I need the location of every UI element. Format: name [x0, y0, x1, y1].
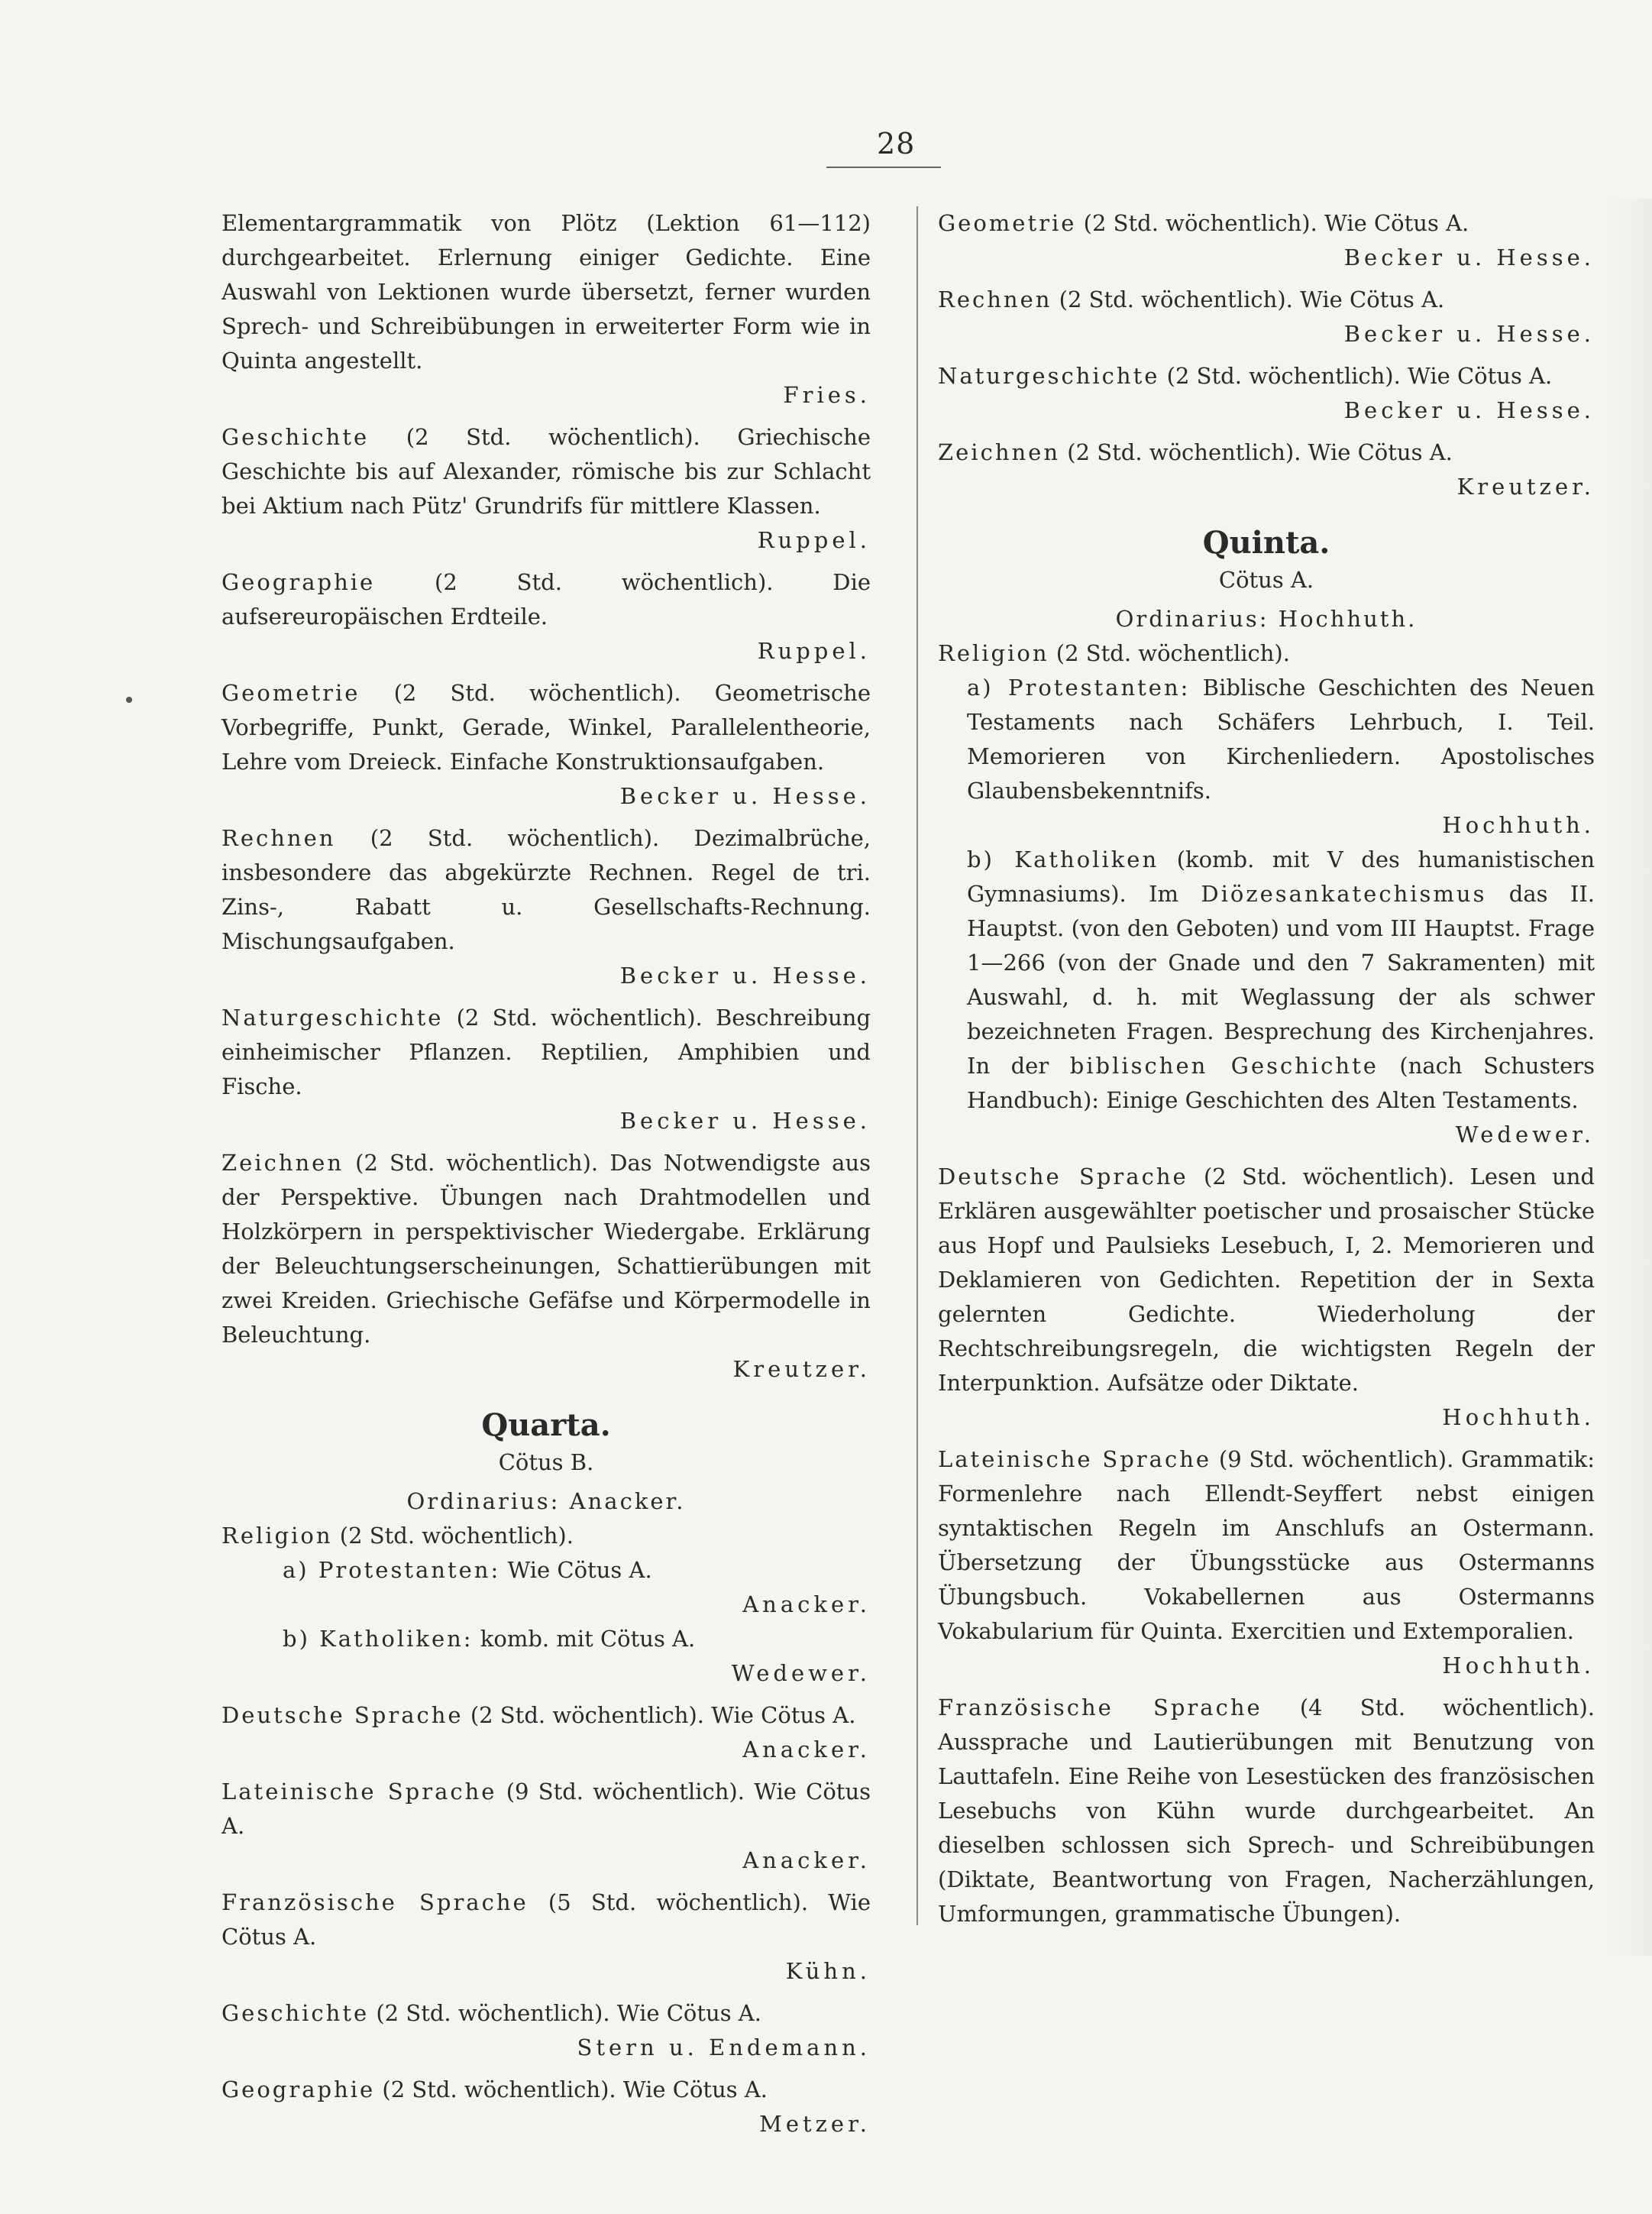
teacher-name: Ruppel. — [757, 527, 871, 553]
subject-entry — [938, 1442, 1595, 1683]
teacher-name: Anacker. — [742, 1591, 871, 1617]
subject-entry — [221, 2073, 871, 2141]
subject-text: (2 Std. wöchentlich). Das Notwendigste aus der Perspektive. Übungen nach Drahtmodellen und Holzkörpern in perspektivischer Wiedergabe. Erklärung der Beleuchtungserscheinungen, Schattierübungen mit zwei Kreiden. Griechische Gefäfse und Körpermodelle in Beleuchtung. — [221, 1150, 871, 1348]
subject-name: Französische Sprache — [221, 1889, 529, 1915]
subject-text: (2 Std. wöchentlich). Wie Cötus A. — [470, 1702, 856, 1728]
religion-entry — [221, 1519, 871, 1691]
teacher-name: Hochhuth. — [1442, 812, 1595, 838]
teacher-name: Kühn. — [785, 1958, 871, 1984]
teacher-name: Becker u. Hesse. — [1343, 321, 1595, 347]
subject-text: (2 Std. wöchentlich). Wie Cötus A. — [1083, 210, 1469, 236]
teacher-name: Becker u. Hesse. — [619, 783, 871, 809]
teacher-name: Fries. — [783, 382, 871, 408]
subject-text: (2 Std. wöchentlich). Wie Cötus A. — [1166, 363, 1553, 389]
ordinarius-name: Anacker. — [569, 1488, 686, 1514]
subject-name: Zeichnen — [938, 439, 1061, 465]
subject-entry — [221, 1996, 871, 2065]
subject-entry — [938, 435, 1595, 504]
spaced-term: biblischen Geschichte — [1069, 1053, 1379, 1079]
subject-entry — [221, 1775, 871, 1878]
subject-name: Naturgeschichte — [221, 1005, 444, 1031]
subject-name: Geschichte — [221, 424, 370, 450]
subject-text: (2 Std. wöchentlich). Beschreibung einheimischer Pflanzen. Reptilien, Amphibien und Fische. — [221, 1005, 871, 1099]
ordinarius-label: Ordinarius: — [406, 1488, 561, 1514]
teacher-name: Wedewer. — [1455, 1122, 1595, 1147]
subject-entry — [938, 1160, 1595, 1435]
page-number: 28 — [877, 127, 916, 160]
subject-entry — [221, 821, 871, 993]
subject-text: (2 Std. wöchentlich). Wie Cötus A. — [1059, 286, 1445, 312]
subject-text: (2 Std. wöchentlich). Griechische Geschichte bis auf Alexander, römische bis zur Schlacht bei Aktium nach Pütz' Grundrifs für mittlere Klassen. — [221, 424, 871, 519]
ordinarius-label: Ordinarius: — [1115, 606, 1269, 632]
subject-name: Geometrie — [221, 680, 360, 706]
teacher-name: Wedewer. — [731, 1660, 871, 1686]
subject-text: (2 Std. wöchentlich). — [339, 1523, 574, 1549]
subject-text: (4 Std. wöchentlich). Aussprache und Lautierübungen mit Benutzung von Lauttafeln. Eine Reihe von Lesestücken des französischen Lesebuchs von Kühn wurde durchgearbeitet. An dieselben schlossen sich Sprech- und Schreibübungen (Diktate, Beantwortung von Fragen, Nacherzählungen, Umformungen, grammatische Übungen). — [938, 1694, 1595, 1927]
ordinarius-line — [221, 1484, 871, 1519]
denomination-text: Wie Cötus A. — [507, 1557, 652, 1583]
subject-entry — [221, 1885, 871, 1989]
religion-protestant — [938, 671, 1595, 843]
subject-entry — [938, 206, 1595, 275]
teacher-name: Ruppel. — [757, 638, 871, 664]
intro-text: Elementargrammatik von Plötz (Lektion 61—112) durchgearbeitet. Erlernung einiger Gedichte. Eine Auswahl von Lektionen wurde übersetzt, ferner wurden Sprech- und Schreibübungen in erweiterter Form wie in Quinta angestellt. — [221, 210, 871, 374]
subject-text: (2 Std. wöchentlich). — [1056, 640, 1290, 666]
subject-name: Geschichte — [221, 2000, 370, 2026]
teacher-name: Anacker. — [742, 1737, 871, 1762]
subject-entry — [221, 1698, 871, 1767]
religion-entry — [938, 636, 1595, 1152]
subject-name: Zeichnen — [221, 1150, 344, 1176]
teacher-name: Becker u. Hesse. — [619, 963, 871, 989]
subject-name: Rechnen — [938, 286, 1052, 312]
teacher-name: Kreutzer. — [732, 1356, 871, 1382]
coetus-label: Cötus B. — [498, 1449, 594, 1475]
subject-text: (2 Std. wöchentlich). Wie Cötus A. — [376, 2000, 761, 2026]
subject-text: (9 Std. wöchentlich). Wie Cötus A. — [221, 1779, 871, 1839]
subject-name: Lateinische Sprache — [938, 1446, 1212, 1472]
subject-entry — [938, 359, 1595, 428]
intro-paragraph — [221, 206, 871, 413]
subject-entry — [221, 1146, 871, 1387]
religion-catholic — [221, 1622, 871, 1691]
subject-text: (2 Std. wöchentlich). Die aufsereuropäischen Erdteile. — [221, 569, 871, 630]
subject-text: (2 Std. wöchentlich). Lesen und Erklären ausgewählter poetischer und prosaischer Stücke aus Hopf und Paulsieks Lesebuch, I, 2. Memorieren und Deklamieren von Gedichten. Repetition der in Sexta gelernten Gedichte. Wiederholung der Rechtschreibungsregeln, die wichtigsten Regeln der Interpunktion. Aufsätze oder Diktate. — [938, 1164, 1595, 1396]
teacher-name: Hochhuth. — [1442, 1404, 1595, 1430]
subject-name: Geographie — [221, 2076, 376, 2102]
teacher-name: Anacker. — [742, 1847, 871, 1873]
ordinarius-line — [938, 602, 1595, 636]
teacher-name: Becker u. Hesse. — [1343, 244, 1595, 270]
subject-text: (2 Std. wöchentlich). Wie Cötus A. — [1067, 439, 1453, 465]
denomination-label: a) Protestanten: — [967, 675, 1191, 701]
subject-name: Deutsche Sprache — [938, 1164, 1188, 1190]
subject-entry — [221, 676, 871, 814]
header-rule — [826, 167, 941, 168]
column-divider — [917, 206, 918, 1925]
religion-catholic — [938, 843, 1595, 1152]
denomination-label: a) Protestanten: — [283, 1557, 501, 1583]
subject-text: (2 Std. wöchentlich). Wie Cötus A. — [382, 2076, 768, 2102]
denomination-text: komb. mit Cötus A. — [480, 1626, 696, 1652]
subject-name: Geometrie — [938, 210, 1077, 236]
page-edge-shadow — [1606, 199, 1652, 1956]
teacher-name: Metzer. — [759, 2111, 871, 2137]
subject-entry — [938, 1691, 1595, 1931]
spaced-term: Diözesankatechismus — [1201, 881, 1487, 907]
subject-name: Rechnen — [221, 825, 336, 851]
teacher-name: Kreutzer. — [1456, 474, 1595, 500]
denomination-text: (komb. mit V des humanistischen Gymnasiums). Im — [967, 846, 1595, 907]
section-title-quinta: Quinta. — [1202, 525, 1330, 561]
denomination-text: (nach Schusters Handbuch): Einige Geschichten des Alten Testaments. — [967, 1053, 1595, 1113]
subject-text: (9 Std. wöchentlich). Grammatik: Formenlehre nach Ellendt-Seyffert nebst einigen syntaktischen Regeln im Anschlufs an Ostermann. Übersetzung der Übungsstücke aus Ostermanns Übungsbuch. Vokabellernen aus Ostermanns Vokabularium für Quinta. Exercitien und Extemporalien. — [938, 1446, 1595, 1644]
ink-speck — [126, 697, 132, 703]
subject-name: Lateinische Sprache — [221, 1779, 497, 1805]
subject-text: (2 Std. wöchentlich). Dezimalbrüche, insbesondere das abgekürzte Rechnen. Regel de tri. Zins-, Rabatt u. Gesellschafts-Rechnung. Mischungsaufgaben. — [221, 825, 871, 954]
denomination-text: Biblische Geschichten des Neuen Testaments nach Schäfers Lehrbuch, I. Teil. Memorieren von Kirchenliedern. Apostolisches Glaubensbekenntnifs. — [967, 675, 1595, 804]
section-title-quarta: Quarta. — [481, 1407, 611, 1443]
subject-entry — [938, 283, 1595, 351]
left-column — [221, 206, 871, 2149]
coetus-label: Cötus A. — [1218, 567, 1314, 593]
subject-entry — [221, 420, 871, 558]
denomination-text: das II. Hauptst. (von den Geboten) und vom III Hauptst. Frage 1—266 (von der Gnade und den 7 Sakramenten) mit Auswahl, d. h. mit Weglassung der als schwer bezeichneten Fragen. Besprechung des Kirchenjahres. In der — [967, 881, 1595, 1079]
denomination-label: b) Katholiken: — [283, 1626, 474, 1652]
religion-protestant — [221, 1553, 871, 1622]
teacher-name: Becker u. Hesse. — [619, 1108, 871, 1134]
subject-name: Religion — [938, 640, 1049, 666]
subject-name: Religion — [221, 1523, 333, 1549]
subject-name: Französische Sprache — [938, 1694, 1262, 1720]
ordinarius-name: Hochhuth. — [1278, 606, 1418, 632]
subject-text: (5 Std. wöchentlich). Wie Cötus A. — [221, 1889, 871, 1950]
denomination-label: b) Katholiken — [967, 846, 1159, 872]
teacher-name: Hochhuth. — [1442, 1652, 1595, 1678]
subject-name: Deutsche Sprache — [221, 1702, 464, 1728]
right-column — [938, 206, 1595, 1939]
subject-entry — [221, 1001, 871, 1138]
subject-text: (2 Std. wöchentlich). Geometrische Vorbegriffe, Punkt, Gerade, Winkel, Parallelentheorie, Lehre vom Dreieck. Einfache Konstruktionsaufgaben. — [221, 680, 871, 775]
subject-entry — [221, 565, 871, 668]
teacher-name: Becker u. Hesse. — [1343, 397, 1595, 423]
teacher-name: Stern u. Endemann. — [577, 2034, 871, 2060]
subject-name: Naturgeschichte — [938, 363, 1160, 389]
subject-name: Geographie — [221, 569, 376, 595]
